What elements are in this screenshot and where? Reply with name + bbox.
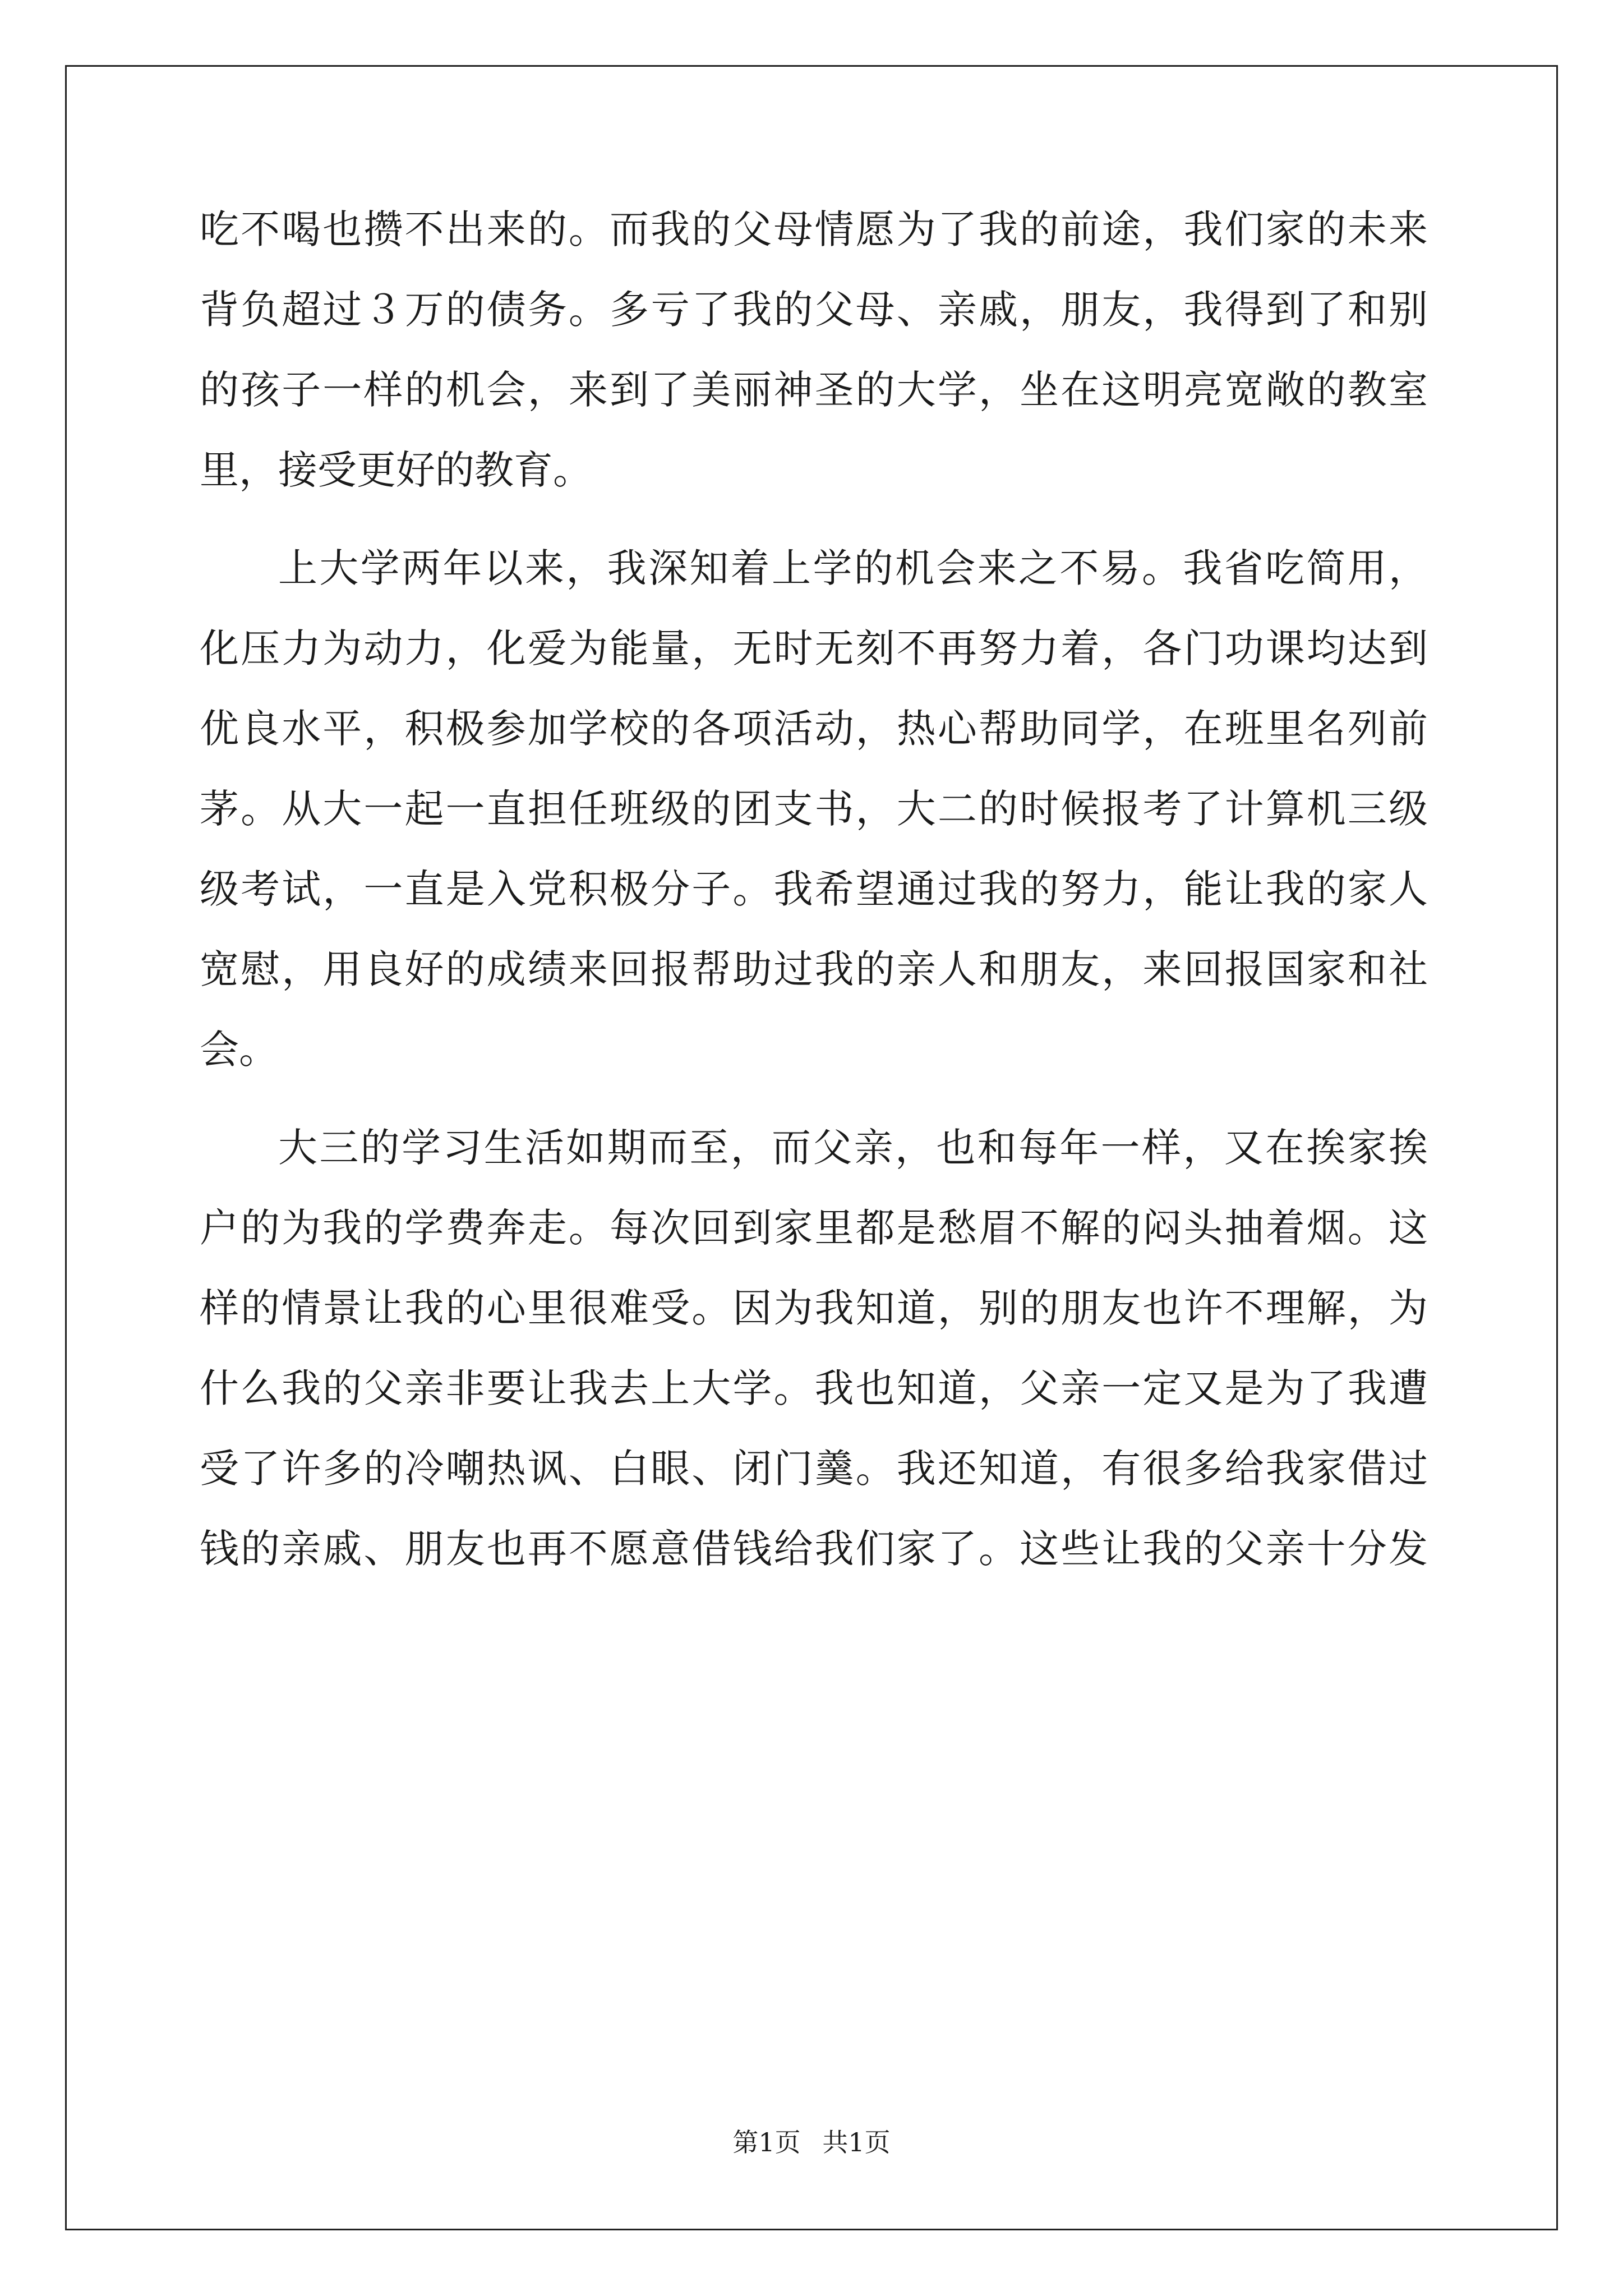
text-line: 什么我的父亲非要让我去上大学。我也知道，父亲一定又是为了我遭 — [200, 1365, 1428, 1411]
text-line: 里，接受更好的教育。 — [200, 447, 592, 493]
text-line: 上大学两年以来，我深知着上学的机会来之不易。我省吃简用， — [278, 545, 1428, 591]
text-line: 钱的亲戚、朋友也再不愿意借钱给我们家了。这些让我的父亲十分发 — [200, 1526, 1428, 1572]
text-line: 样的情景让我的心里很难受。因为我知道，别的朋友也许不理解，为 — [200, 1285, 1428, 1331]
text-line: 级考试，一直是入党积极分子。我希望通过我的努力，能让我的家人 — [200, 866, 1428, 912]
text-line: 宽慰，用良好的成绩来回报帮助过我的亲人和朋友，来回报国家和社 — [200, 946, 1428, 992]
text-line: 化压力为动力，化爱为能量，无时无刻不再努力着，各门功课均达到 — [200, 625, 1428, 671]
text-line: 吃不喝也攒不出来的。而我的父母情愿为了我的前途，我们家的未来 — [200, 206, 1428, 252]
page-footer — [0, 2122, 1623, 2159]
text-line: 大三的学习生活如期而至，而父亲，也和每年一样，又在挨家挨 — [278, 1125, 1428, 1171]
text-line: 背负超过３万的债务。多亏了我的父母、亲戚，朋友，我得到了和别 — [200, 287, 1428, 333]
text-line: 茅。从大一起一直担任班级的团支书，大二的时候报考了计算机三级 — [200, 786, 1428, 832]
page-number: 第1页 — [732, 2127, 801, 2157]
text-line: 户的为我的学费奔走。每次回到家里都是愁眉不解的闷头抽着烟。这 — [200, 1205, 1428, 1251]
text-line: 受了许多的冷嘲热讽、白眼、闭门羹。我还知道，有很多给我家借过 — [200, 1446, 1428, 1492]
text-line: 优良水平，积极参加学校的各项活动，热心帮助同学，在班里名列前 — [200, 706, 1428, 752]
text-line: 的孩子一样的机会，来到了美丽神圣的大学，坐在这明亮宽敞的教室 — [200, 367, 1428, 413]
document-body — [200, 190, 1428, 1589]
page-total: 共1页 — [822, 2127, 891, 2157]
text-line: 会。 — [200, 1027, 278, 1073]
